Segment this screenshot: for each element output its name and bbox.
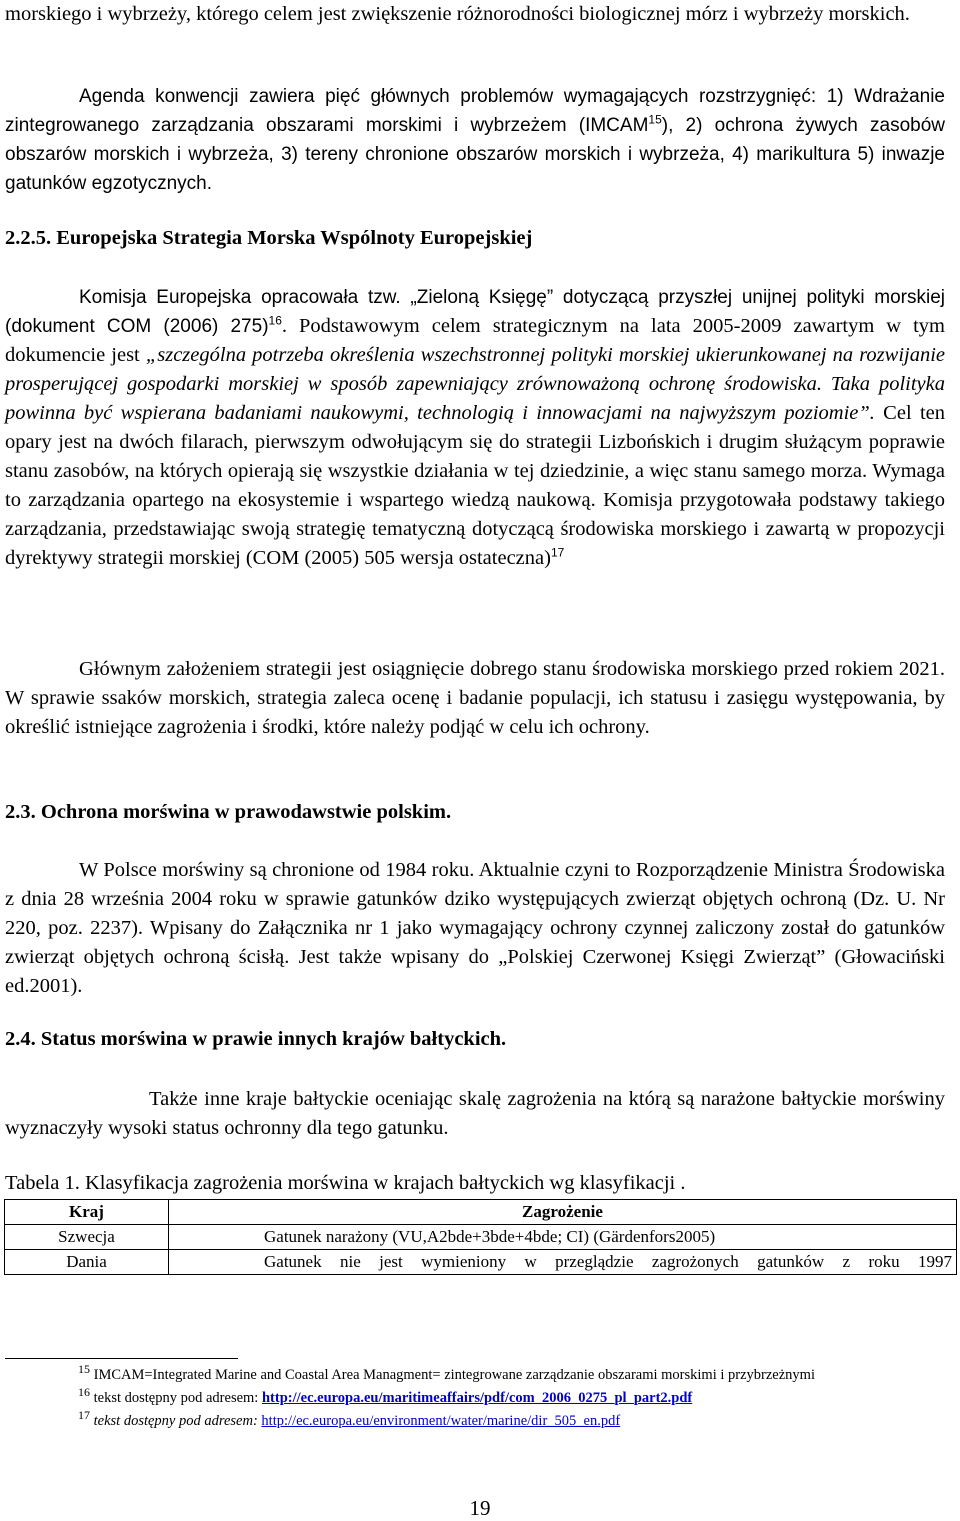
footnote-text: IMCAM=Integrated Marine and Coastal Area Managment= zintegrowane zarządzanie obszarami morskimi i przybrzeżnymi: [93, 1367, 815, 1383]
paragraph-continuation: morskiego i wybrzeży, którego celem jest zwiększenie różnorodności biologicznej mórz i wybrzeży morskich.: [5, 3, 910, 25]
footnote-number: 17: [78, 1408, 90, 1423]
footnote-15: [78, 1362, 948, 1384]
footnote-text: tekst dostępny pod adresem:: [93, 1390, 262, 1406]
footnote-ref-16[interactable]: 16: [268, 313, 282, 328]
table-cell-threat: Gatunek nie jest wymieniony w przeglądzie zagrożonych gatunków z roku 1997: [169, 1250, 957, 1275]
footnote-number: 16: [78, 1385, 90, 1400]
komisja-quote: „szczególna potrzeba określenia wszechstronnej polityki morskiej ukierunkowanej na rozwijanie prosperującej gospodarki morskiej w sposób zapewniający zrównoważoną ochronę środowiska. Taka polityka powinna być wspierana badaniami naukowymi, technologią i innowacjami na najwyższym poziomie”.: [5, 344, 945, 424]
footnote-separator: [5, 1358, 238, 1359]
threat-table: [4, 1199, 957, 1275]
paragraph-glownym: Głównym założeniem strategii jest osiągnięcie dobrego stanu środowiska morskiego przed rokiem 2021. W sprawie ssaków morskich, strategia zaleca ocenę i badanie populacji, ich statusu i zasięgu występowania, by określić istniejące zagrożenia i środki, które należy podjąć w celu ich ochrony.: [5, 658, 945, 738]
table-row: [5, 1225, 957, 1250]
footnote-link-17[interactable]: http://ec.europa.eu/environment/water/marine/dir_505_en.pdf: [261, 1413, 621, 1429]
paragraph-komisja: [5, 283, 945, 573]
komisja-text-b: . Podstawowym celem strategicznym na lata 2005-2009 zawartym w tym dokumencie jest: [5, 315, 945, 366]
heading-2-4: 2.4. Status morświna w prawie innych krajów bałtyckich.: [5, 1028, 507, 1050]
komisja-text-a: Komisja Europejska opracowała tzw. „Zieloną Księgę” dotyczącą przyszłej unijnej polityki morskiej (dokument COM (2006) 275): [5, 287, 945, 337]
paragraph-polska: W Polsce morświny są chronione od 1984 roku. Aktualnie czyni to Rozporządzenie Ministra Środowiska z dnia 28 września 2004 roku w sprawie gatunków dziko występujących zwierząt objętych ochroną (Dz. U. Nr 220, poz. 2237). Wpisany do Załącznika nr 1 jako wymagający ochrony czynnej zaliczony został do gatunków zwierząt objętych ochroną ścisłą. Jest także wpisany do „Polskiej Czerwonej Księgi Zwierząt” (Głowaciński ed.2001).: [5, 859, 945, 997]
paragraph-agenda: [5, 82, 945, 198]
footnote-17: [78, 1408, 948, 1430]
agenda-text-b: ), 2) ochrona żywych zasobów obszarów morskich i wybrzeża, 3) tereny chronione obszarów morskich i wybrzeża, 4) marikultura 5) inwazje gatunków egzotycznych.: [5, 115, 945, 194]
page-number: 19: [469, 1496, 491, 1520]
table-header-country: Kraj: [5, 1200, 169, 1225]
footnote-text: tekst dostępny pod adresem:: [93, 1413, 262, 1429]
footnote-ref-15[interactable]: 15: [648, 112, 662, 127]
footnotes: [78, 1362, 948, 1430]
table-header-row: [5, 1200, 957, 1225]
table-header-threat: Zagrożenie: [169, 1200, 957, 1225]
paragraph-inne-kraje: Także inne kraje bałtyckie oceniając skalę zagrożenia na którą są narażone bałtyckie morświny wyznaczyły wysoki status ochronny dla tego gatunku.: [5, 1088, 945, 1139]
table-cell-threat: Gatunek narażony (VU,A2bde+3bde+4bde; CI) (Gärdenfors2005): [169, 1225, 957, 1250]
komisja-text-c: Cel ten opary jest na dwóch filarach, pierwszym odwołującym się do strategii Lizbońskich i drugim służącym poprawie stanu zasobów, na których opierają się wszystkie działania w tej dziedzinie, a więc stanu samego morza. Wymaga to zarządzania opartego na ekosystemie i wspartego wiedzą naukową. Komisja przygotowała podstawy takiego zarządzania, przedstawiając swoją strategię tematyczną dotyczącą środowiska morskiego i zawartą w propozycji dyrektywy strategii morskiej (COM (2005) 505 wersja ostateczna): [5, 402, 945, 569]
footnote-number: 15: [78, 1362, 90, 1377]
table-caption: Tabela 1. Klasyfikacja zagrożenia morświna w krajach bałtyckich wg klasyfikacji .: [5, 1172, 686, 1194]
heading-2-2-5: 2.2.5. Europejska Strategia Morska Wspólnoty Europejskiej: [5, 227, 533, 249]
footnote-ref-17[interactable]: 17: [550, 545, 565, 560]
footnote-16: [78, 1385, 948, 1407]
table-cell-country: Dania: [5, 1250, 169, 1275]
footnote-link-16[interactable]: http://ec.europa.eu/maritimeaffairs/pdf/com_2006_0275_pl_part2.pdf: [261, 1390, 693, 1406]
heading-2-3: 2.3. Ochrona morświna w prawodawstwie polskim.: [5, 801, 452, 823]
table-row: [5, 1250, 957, 1275]
table-cell-country: Szwecja: [5, 1225, 169, 1250]
agenda-text-a: Agenda konwencji zawiera pięć głównych problemów wymagających rozstrzygnięć: 1) Wdrażanie zintegrowanego zarządzania obszarami morskimi i wybrzeżem (IMCAM: [5, 86, 945, 136]
